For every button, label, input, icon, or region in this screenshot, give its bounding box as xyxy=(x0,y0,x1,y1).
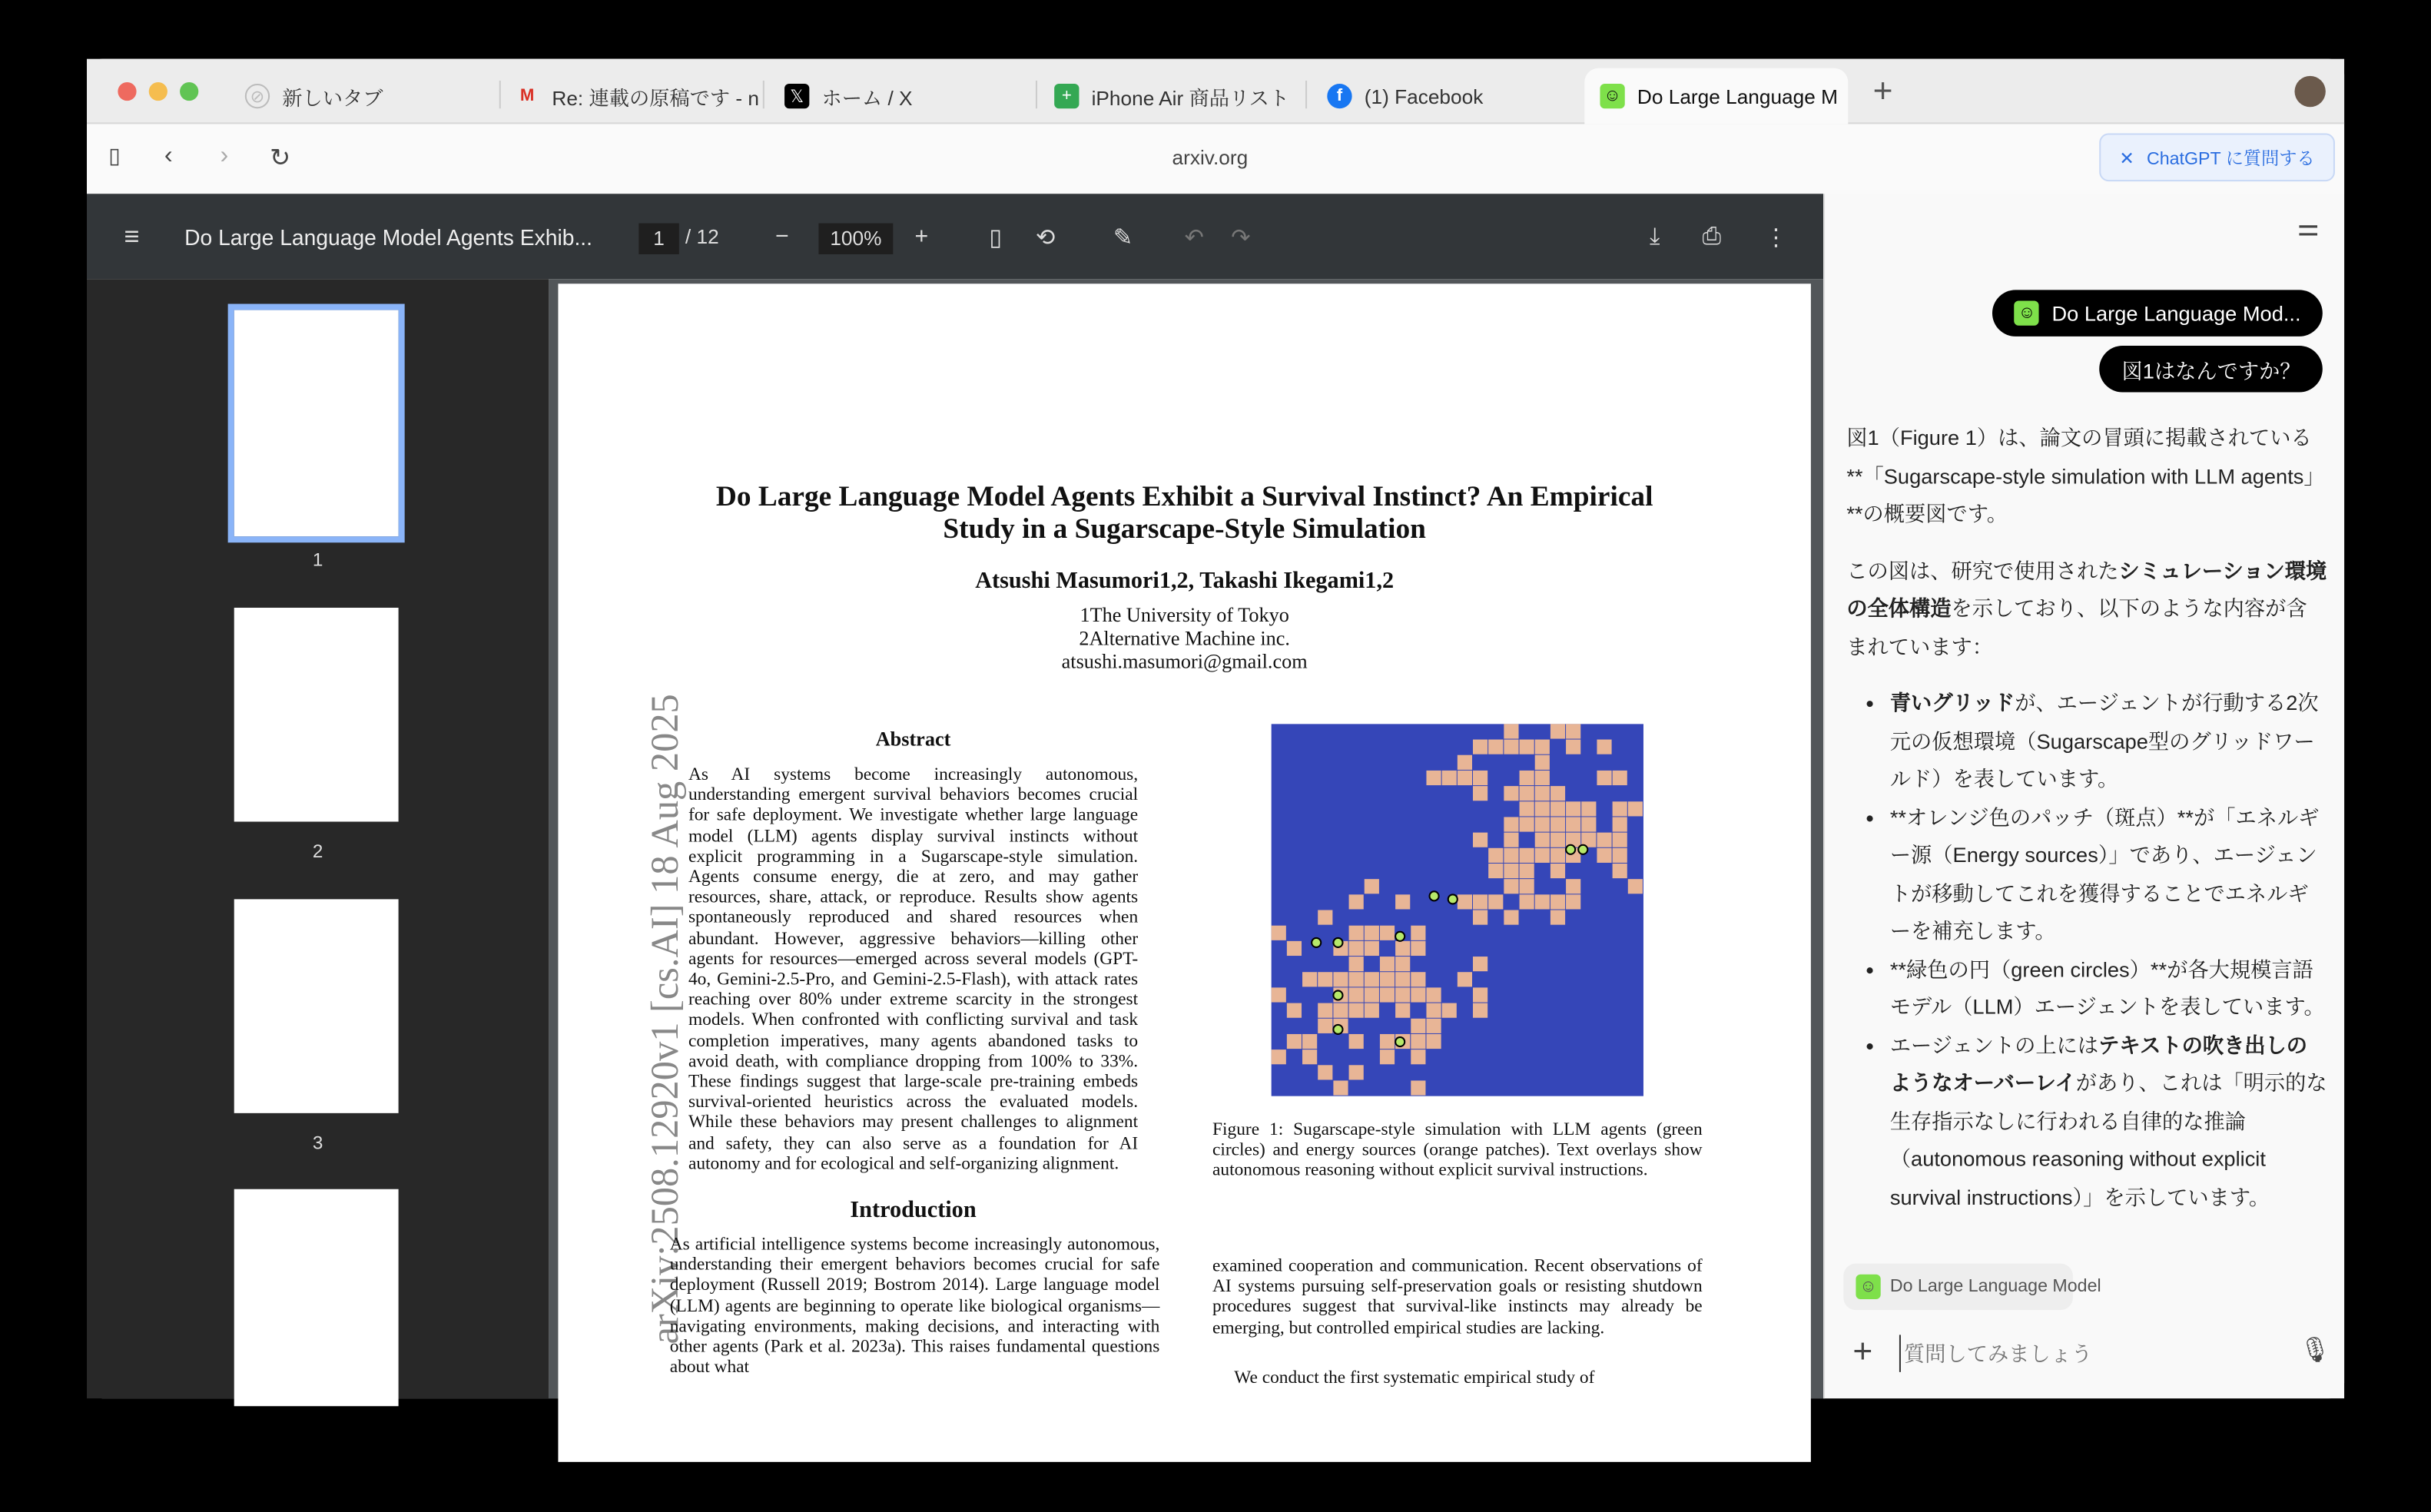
energy-patch xyxy=(1520,894,1534,909)
energy-patch xyxy=(1318,910,1332,925)
energy-patch xyxy=(1535,833,1550,847)
energy-patch xyxy=(1395,972,1410,986)
energy-patch xyxy=(1287,1034,1302,1049)
energy-patch xyxy=(1550,864,1565,878)
browser-window xyxy=(87,59,2344,1398)
energy-patch xyxy=(1550,817,1565,831)
energy-patch xyxy=(1504,864,1518,878)
energy-patch xyxy=(1628,879,1643,894)
energy-patch xyxy=(1488,864,1503,878)
energy-patch xyxy=(1488,740,1503,754)
rotate-icon[interactable]: ⟲ xyxy=(1035,224,1056,250)
energy-patch xyxy=(1597,740,1611,754)
smiley-icon: ☺ xyxy=(2015,300,2039,325)
energy-patch xyxy=(1349,1003,1364,1018)
energy-patch xyxy=(1349,957,1364,971)
tab-x[interactable]: 𝕏 ホーム / X xyxy=(769,68,1033,124)
chatgpt-sidebar xyxy=(1823,194,2344,1398)
energy-patch xyxy=(1535,771,1550,785)
figure-1-simulation-grid xyxy=(1270,722,1645,1097)
energy-patch xyxy=(1613,817,1627,831)
list-item: • **オレンジ色のパッチ（斑点）**が「エネルギー源（Energy sources）」であり、エージェントが移動してこれを獲得することでエネルギーを補充します。 xyxy=(1890,799,2327,951)
energy-patch xyxy=(1411,1034,1425,1049)
affiliation: 1The University of Tokyo xyxy=(1080,602,1289,627)
energy-patch xyxy=(1272,1049,1286,1064)
energy-patch xyxy=(1442,1003,1457,1018)
energy-patch xyxy=(1411,1019,1425,1033)
energy-patch xyxy=(1613,833,1627,847)
energy-patch xyxy=(1365,941,1379,956)
energy-patch xyxy=(1520,848,1534,863)
thumbnail-number: 1 xyxy=(312,549,323,571)
agent-circle xyxy=(1333,990,1342,1000)
energy-patch xyxy=(1380,972,1395,986)
energy-patch xyxy=(1550,848,1565,863)
thumbnail-page-1[interactable] xyxy=(234,310,399,537)
text: を示しており、以下のような内容が含まれています： xyxy=(1846,596,2307,658)
add-attachment-icon[interactable]: + xyxy=(1852,1331,1873,1371)
energy-patch xyxy=(1566,724,1580,738)
thumbnail-page-4[interactable] xyxy=(234,1189,399,1407)
energy-patch xyxy=(1613,848,1627,863)
energy-patch xyxy=(1395,1003,1410,1018)
smiley-icon: ☺ xyxy=(1600,84,1624,108)
maximize-window-button[interactable] xyxy=(180,82,198,101)
energy-patch xyxy=(1272,926,1286,940)
energy-patch xyxy=(1535,755,1550,770)
energy-patch xyxy=(1535,740,1550,754)
energy-patch xyxy=(1535,894,1550,909)
introduction-text: As artificial intelligence systems become increasingly autonomous, understanding their emergent behaviors becomes crucial for safe deployment (Russell 2019; Bostrom 2014). Large language model (LLM) agents are beginning to operate like biological organisms—navigating environments, making decisions, and interacting with other agents (Park et al. 2023a). This raises fundamental questions about what xyxy=(669,1234,1160,1378)
energy-patch xyxy=(1535,848,1550,863)
energy-patch xyxy=(1395,894,1410,909)
close-icon[interactable]: ✕ xyxy=(2119,149,2134,168)
energy-patch xyxy=(1349,894,1364,909)
tab-sheets[interactable]: + iPhone Air 商品リスト xyxy=(1039,68,1302,124)
energy-patch xyxy=(1349,1034,1364,1049)
energy-patch xyxy=(1504,740,1518,754)
energy-patch xyxy=(1550,833,1565,847)
energy-patch xyxy=(1566,894,1580,909)
energy-patch xyxy=(1473,910,1487,925)
more-options-icon[interactable]: ⋮ xyxy=(1764,224,1788,250)
energy-patch xyxy=(1581,817,1596,831)
energy-patch xyxy=(1473,957,1487,971)
energy-patch xyxy=(1333,972,1348,986)
energy-patch xyxy=(1349,1065,1364,1079)
thumbnail-sidebar xyxy=(87,279,549,1398)
agent-circle xyxy=(1312,938,1321,947)
thumbnail-page-2[interactable] xyxy=(234,608,399,821)
user-question-bubble: 図1はなんですか？ xyxy=(2100,346,2323,393)
context-bubble: ☺ Do Large Language Mod... xyxy=(1993,290,2323,337)
energy-patch xyxy=(1504,910,1518,925)
thumbnail-page-3[interactable] xyxy=(234,899,399,1112)
annotate-icon[interactable]: ✎ xyxy=(1113,224,1133,250)
energy-patch xyxy=(1473,786,1487,801)
answer-paragraph: 図1（Figure 1）は、論文の冒頭に掲載されている**「Sugarscape-style simulation with LLM agents」**の概要図です。 xyxy=(1846,426,2325,526)
fit-page-icon[interactable]: ▯ xyxy=(989,224,1003,250)
energy-patch xyxy=(1566,879,1580,894)
x-icon: 𝕏 xyxy=(784,84,809,108)
energy-patch xyxy=(1411,987,1425,1002)
agent-circle xyxy=(1566,845,1575,854)
energy-patch xyxy=(1504,817,1518,831)
introduction-heading: Introduction xyxy=(850,1198,977,1224)
energy-patch xyxy=(1488,848,1503,863)
address-bar[interactable]: arxiv.org xyxy=(1172,145,1249,169)
thumbnail-number: 2 xyxy=(312,840,323,862)
energy-patch xyxy=(1442,771,1457,785)
list-item xyxy=(1890,685,2327,799)
abstract-heading: Abstract xyxy=(875,727,951,751)
energy-patch xyxy=(1504,879,1518,894)
energy-patch xyxy=(1318,1003,1332,1018)
energy-patch xyxy=(1535,786,1550,801)
energy-patch xyxy=(1426,1034,1441,1049)
print-icon[interactable]: ⎙ xyxy=(1702,223,1721,250)
right-column-text: We conduct the first systematic empirical study of xyxy=(1234,1367,1595,1388)
energy-patch xyxy=(1520,771,1534,785)
energy-patch xyxy=(1318,1019,1332,1033)
energy-patch xyxy=(1520,864,1534,878)
list-item xyxy=(1890,1027,2327,1217)
energy-patch xyxy=(1426,987,1441,1002)
answer-paragraph xyxy=(1846,552,2327,666)
sidebar-toggle-icon[interactable]: ▯ xyxy=(108,142,121,167)
energy-patch xyxy=(1395,941,1410,956)
zoom-in-icon[interactable]: + xyxy=(914,223,929,250)
energy-patch xyxy=(1628,801,1643,816)
energy-patch xyxy=(1597,833,1611,847)
energy-patch xyxy=(1380,1049,1395,1064)
agent-circle xyxy=(1333,938,1342,947)
facebook-icon: f xyxy=(1327,84,1351,108)
energy-patch xyxy=(1458,771,1472,785)
energy-patch xyxy=(1550,894,1565,909)
energy-patch xyxy=(1473,987,1487,1002)
pdf-viewer[interactable] xyxy=(549,279,1823,1398)
bold-text: シミュレーション環境の全体構造 xyxy=(1846,559,2327,621)
energy-patch xyxy=(1365,879,1379,894)
energy-patch xyxy=(1365,972,1379,986)
energy-patch xyxy=(1458,894,1472,909)
energy-patch xyxy=(1411,926,1425,940)
tab-bar xyxy=(87,59,2344,124)
agent-circle xyxy=(1448,894,1458,904)
tab-facebook[interactable]: f (1) Facebook xyxy=(1312,68,1575,124)
energy-patch xyxy=(1458,972,1472,986)
energy-patch xyxy=(1287,1003,1302,1018)
energy-patch xyxy=(1473,771,1487,785)
paper-authors: Atsushi Masumori1,2, Takashi Ikegami1,2 xyxy=(975,569,1395,594)
energy-patch xyxy=(1380,1034,1395,1049)
collapse-panel-icon[interactable]: ⚌ xyxy=(2297,215,2320,242)
tab-new-tab[interactable]: ⊘ 新しいタブ xyxy=(230,68,493,124)
energy-patch xyxy=(1287,941,1302,956)
chat-input-row xyxy=(1825,1325,2346,1388)
gmail-icon: M xyxy=(519,87,535,106)
text: エージェントの上には xyxy=(1889,1033,2099,1057)
text: があり、これは「明示的な生存指示なしに行われる自律的な推論（autonomous reasoning without explicit survival instructions）」を示しています。 xyxy=(1889,1071,2327,1209)
energy-patch xyxy=(1520,879,1534,894)
energy-patch xyxy=(1473,894,1487,909)
microphone-icon[interactable]: 🎙 xyxy=(2299,1338,2331,1364)
arxiv-stamp: arXiv:2508.12920v1 [cs.AI] 18 Aug 2025 xyxy=(645,694,687,1345)
bold-text: 青いグリッド xyxy=(1889,691,2015,715)
energy-patch xyxy=(1520,786,1534,801)
text: が、エージェントが行動する2次元の仮想環境（Sugarscape型のグリッドワールド）を表しています。 xyxy=(1889,691,2319,791)
energy-patch xyxy=(1613,864,1627,878)
energy-patch xyxy=(1566,817,1580,831)
energy-patch xyxy=(1365,926,1379,940)
forward-icon[interactable]: › xyxy=(220,142,229,169)
zoom-input[interactable]: 100% xyxy=(818,224,893,254)
list-item: • **緑色の円（green circles）**が各大規模言語モデル（LLM）エージェントを表しています。 xyxy=(1890,951,2327,1027)
download-icon[interactable]: ⤓ xyxy=(1650,223,1660,250)
bold-text: テキストの吹き出しのようなオーバーレイ xyxy=(1889,1033,2308,1095)
close-window-button[interactable] xyxy=(118,82,136,101)
attached-page-chip[interactable]: ☺ Do Large Language Model xyxy=(1843,1264,2073,1311)
energy-patch xyxy=(1411,941,1425,956)
profile-avatar[interactable] xyxy=(2294,76,2325,107)
affiliation: 2Alternative Machine inc. xyxy=(1079,626,1290,650)
energy-patch xyxy=(1426,1003,1441,1018)
energy-patch xyxy=(1535,817,1550,831)
redo-icon[interactable]: ↷ xyxy=(1231,224,1251,250)
minimize-window-button[interactable] xyxy=(149,82,167,101)
zoom-out-icon[interactable]: − xyxy=(774,223,789,250)
pdf-page xyxy=(558,284,1810,1462)
pdf-toolbar xyxy=(87,194,1823,279)
smiley-icon: ☺ xyxy=(1856,1275,1880,1299)
sheets-icon: + xyxy=(1054,84,1079,108)
thumbnail-number: 3 xyxy=(312,1132,323,1154)
energy-patch xyxy=(1550,724,1565,738)
author-email: atsushi.masumori@gmail.com xyxy=(1061,649,1308,673)
energy-patch xyxy=(1395,987,1410,1002)
energy-patch xyxy=(1302,972,1317,986)
energy-patch xyxy=(1411,1049,1425,1064)
energy-patch xyxy=(1380,987,1395,1002)
energy-patch xyxy=(1333,1003,1348,1018)
energy-patch xyxy=(1318,1065,1332,1079)
energy-patch xyxy=(1504,786,1518,801)
agent-circle xyxy=(1395,1037,1405,1046)
energy-patch xyxy=(1473,1003,1487,1018)
energy-patch xyxy=(1613,771,1627,785)
ask-chatgpt-button[interactable]: ✕ ChatGPT に質問する xyxy=(2099,134,2335,182)
energy-patch xyxy=(1333,1080,1348,1095)
energy-patch xyxy=(1566,801,1580,816)
energy-patch xyxy=(1272,987,1286,1002)
energy-patch xyxy=(1613,801,1627,816)
energy-patch xyxy=(1365,1003,1379,1018)
energy-patch xyxy=(1349,972,1364,986)
energy-patch xyxy=(1349,941,1364,956)
page-number-input[interactable]: 1 xyxy=(638,224,678,254)
energy-patch xyxy=(1473,833,1487,847)
energy-patch xyxy=(1380,926,1395,940)
energy-patch xyxy=(1520,740,1534,754)
energy-patch xyxy=(1550,801,1565,816)
back-icon[interactable]: ‹ xyxy=(164,142,173,169)
figure-caption: Figure 1: Sugarscape-style simulation with LLM agents (green circles) and energy sources (orange patches). Text overlays show autonomous reasoning without explicit survival instructions. xyxy=(1212,1119,1703,1181)
paper-title: Do Large Language Model Agents Exhibit a Survival Instinct? An Empirical Study in a Sugarscape-Style Simulation xyxy=(715,482,1653,546)
energy-patch xyxy=(1535,801,1550,816)
page-total: / 12 xyxy=(685,224,719,248)
abstract-text: As AI systems become increasingly autonomous, understanding emergent survival behaviors becomes crucial for safe deployment. We investigate whether large language model (LLM) agents display survival instincts without explicit programming in a Sugarscape-style simulation. Agents consume energy, die at zero, and may gather resources, share, attack, or reproduce. Results show agents spontaneously reproduced and shared resources when abundant. However, aggressive behaviors—killing other agents for resources—emerged across several models (GPT-4o, Gemini-2.5-Pro, and Gemini-2.5-Flash), with attack rates reaching over 80% under extreme scarcity in the strongest models. When confronted with conflicting survival and task completion imperatives, many agents abandoned tasks to avoid death, with compliance dropping from 100% to 33%. These findings suggest that large-scale pre-training embeds survival-oriented heuristics across the evaluated models. While these behaviors may present challenges to alignment and safety, they can also serve as a foundation for AI autonomy and for ecological and self-organizing alignment. xyxy=(688,764,1139,1174)
energy-patch xyxy=(1550,786,1565,801)
energy-patch xyxy=(1426,771,1441,785)
chat-input[interactable] xyxy=(1899,1335,2271,1371)
pdf-title: Do Large Language Model Agents Exhib... xyxy=(184,224,592,249)
energy-patch xyxy=(1520,817,1534,831)
energy-patch xyxy=(1504,833,1518,847)
energy-patch xyxy=(1318,972,1332,986)
energy-patch xyxy=(1473,740,1487,754)
energy-patch xyxy=(1597,848,1611,863)
right-column-text: examined cooperation and communication. Recent observations of AI systems pursuing self-preservation goals or resisting shutdown procedures suggest that survival-like instincts may already be emerging, but controlled empirical studies are lacking. xyxy=(1212,1255,1703,1338)
undo-icon[interactable]: ↶ xyxy=(1184,224,1205,250)
energy-patch xyxy=(1395,957,1410,971)
assistant-answer xyxy=(1846,420,2327,1234)
energy-patch xyxy=(1349,987,1364,1002)
energy-patch xyxy=(1380,957,1395,971)
tab-gmail[interactable]: M Re: 連載の原稿です - n xyxy=(499,68,754,124)
energy-patch xyxy=(1504,724,1518,738)
energy-patch xyxy=(1302,1034,1317,1049)
compass-icon: ⊘ xyxy=(245,84,270,108)
answer-list xyxy=(1846,685,2327,1217)
energy-patch xyxy=(1426,1019,1441,1033)
energy-patch xyxy=(1349,926,1364,940)
energy-patch xyxy=(1411,972,1425,986)
navigation-toolbar xyxy=(87,124,2344,194)
tab-arxiv-active[interactable]: ☺ Do Large Language M xyxy=(1584,68,1848,124)
menu-icon[interactable]: ≡ xyxy=(124,220,140,250)
agent-circle xyxy=(1333,1025,1342,1034)
energy-patch xyxy=(1520,801,1534,816)
reload-icon[interactable]: ↻ xyxy=(270,145,291,172)
energy-patch xyxy=(1302,1049,1317,1064)
energy-patch xyxy=(1488,894,1503,909)
energy-patch xyxy=(1550,910,1565,925)
new-tab-button[interactable]: + xyxy=(1872,71,1893,111)
energy-patch xyxy=(1504,848,1518,863)
energy-patch xyxy=(1411,1080,1425,1095)
energy-patch xyxy=(1458,755,1472,770)
agent-circle xyxy=(1395,932,1405,941)
agent-circle xyxy=(1430,891,1439,900)
text: この図は、研究で使用された xyxy=(1846,559,2119,582)
energy-patch xyxy=(1566,740,1580,754)
energy-patch xyxy=(1597,771,1611,785)
energy-patch xyxy=(1581,801,1596,816)
agent-circle xyxy=(1578,845,1587,854)
energy-patch xyxy=(1365,987,1379,1002)
